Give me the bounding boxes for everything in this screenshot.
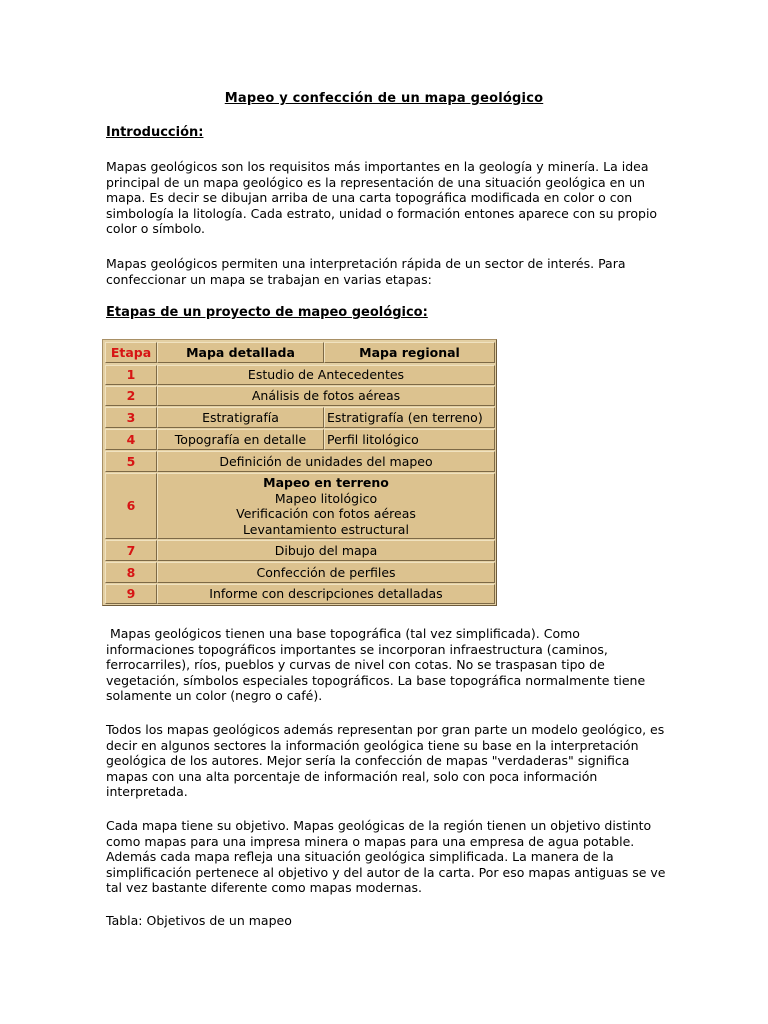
paragraph-topographic-base: Mapas geológicos tienen una base topográfica (tal vez simplificada). Como informaciones topográficos importantes se incorporan infraestructura (caminos, ferrocarriles), ríos, pueblos y curvas de nivel con cotas. No se traspasan tipo de vegetación, símbolos especiales topográficos. La base topográfica normalmente tiene solamente un color (negro o café). — [106, 626, 650, 704]
intro-heading: Introducción: — [106, 125, 204, 140]
table-header-mapa-detallada: Mapa detallada — [157, 342, 324, 363]
stage-number: 1 — [105, 365, 157, 385]
stages-table — [102, 339, 497, 606]
stage-number: 6 — [105, 473, 157, 539]
paragraph-map-objective: Cada mapa tiene su objetivo. Mapas geológicas de la región tienen un objetivo distinto como mapas para una impresa minera o mapas para una empresa de agua potable. Además cada mapa refleja una situación geológica simplificada. La manera de la simplificación pertenece al objetivo y del autor de la carta. Por eso mapas antiguas se ve tal vez bastante diferente como mapas modernas. — [106, 818, 666, 896]
stage-6-line: Levantamiento estructural — [243, 521, 409, 537]
stage-6-line: Mapeo litológico — [274, 490, 378, 506]
stage-number: 3 — [105, 407, 157, 428]
stage-description: Estudio de Antecedentes — [157, 365, 495, 385]
paragraph-geological-model: Todos los mapas geológicos además representan por gran parte un modelo geológico, es decir en algunos sectores la información geológica tiene su base en la interpretación geológica de los autores. Mejor sería la confección de mapas "verdaderas" significa mapas con una alta porcentaje de información real, solo con poca información interpretada. — [106, 722, 665, 800]
stage-description: Definición de unidades del mapeo — [157, 451, 495, 472]
stage-number: 8 — [105, 562, 157, 583]
stage-description: Análisis de fotos aéreas — [157, 386, 495, 406]
stage-detailed-map: Topografía en detalle — [157, 429, 324, 450]
stage-regional-map: Estratigrafía (en terreno) — [324, 407, 495, 428]
stage-number: 7 — [105, 540, 157, 561]
stage-description: Dibujo del mapa — [157, 540, 495, 561]
intro-paragraph-1: Mapas geológicos son los requisitos más importantes en la geología y minería. La idea principal de un mapa geológico es la representación de una situación geológica en un mapa. Es decir se dibujan arriba de una carta topográfica modificada en color o con simbología la litología. Cada estrato, unidad o formación entones aparece con su propio color o símbolo. — [106, 159, 658, 237]
stage-6-line: Verificación con fotos aéreas — [236, 506, 416, 521]
stage-number: 4 — [105, 429, 157, 450]
table-header-mapa-regional: Mapa regional — [324, 342, 495, 363]
stage-6-title: Mapeo en terreno — [263, 475, 389, 490]
stage-description: Confección de perfiles — [157, 562, 495, 583]
stage-description: Informe con descripciones detalladas — [157, 584, 495, 604]
table-caption: Tabla: Objetivos de un mapeo — [106, 913, 292, 928]
stage-number: 9 — [105, 584, 157, 604]
stage-number: 5 — [105, 451, 157, 472]
stage-number: 2 — [105, 386, 157, 406]
stage-regional-map: Perfil litológico — [324, 429, 495, 450]
stage-description — [157, 473, 495, 539]
stages-heading: Etapas de un proyecto de mapeo geológico: — [106, 305, 428, 320]
intro-paragraph-2: Mapas geológicos permiten una interpretación rápida de un sector de interés. Para confeccionar un mapa se trabajan en varias etapas: — [106, 256, 626, 287]
document-title: Mapeo y confección de un mapa geológico — [224, 91, 544, 106]
stage-detailed-map: Estratigrafía — [157, 407, 324, 428]
table-header-etapa: Etapa — [105, 342, 157, 363]
